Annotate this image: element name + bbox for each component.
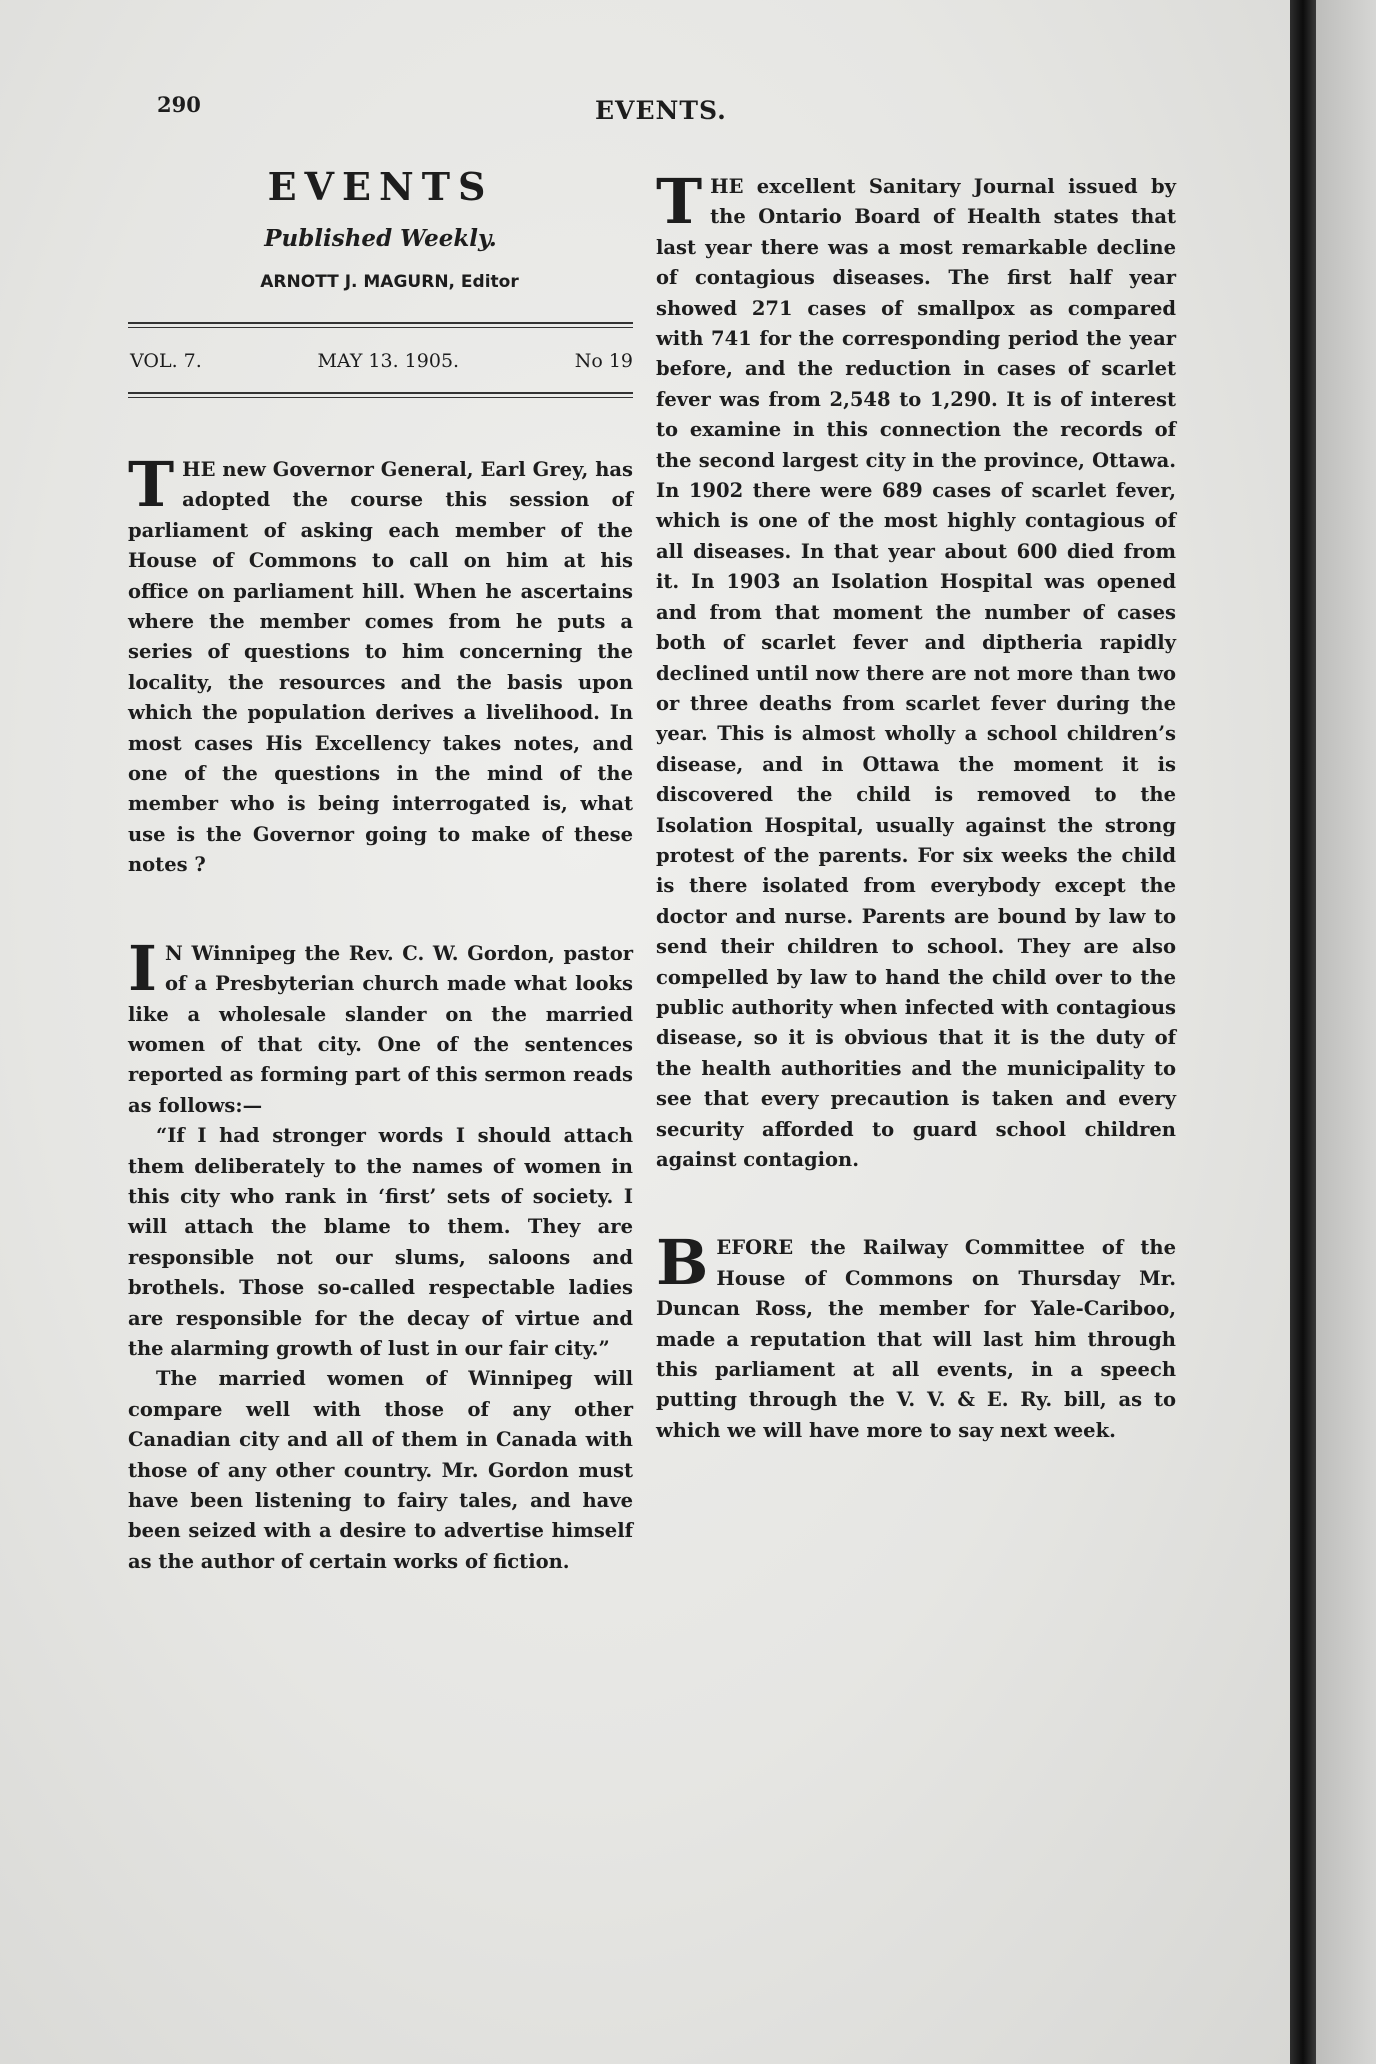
facing-page-edge xyxy=(1316,0,1376,2064)
masthead-subtitle: Published Weekly. xyxy=(264,225,497,252)
issue-number: No 19 xyxy=(574,350,633,372)
page-number: 290 xyxy=(157,92,201,117)
article-railway-committee xyxy=(656,1226,1176,1446)
right-column xyxy=(656,165,1176,1504)
article-paragraph: I N Winnipeg the Rev. C. W. Gordon, pastor of a Presbyterian church made what looks like a wholesale slander on the married women of that city. One of the sentences reported as forming part of this sermon reads as follows:— xyxy=(128,931,633,1117)
article-paragraph: THE excellent Sanitary Journal issued by the Ontario Board of Health states that last year there was a most remarkable decline of contagious diseases. The first half year showed 271 cases of smallpox as compared with 741 for the corresponding period the year before, and the reduction in cases of scarlet fever was from 2,548 to 1,290. It is of interest to examine in this connection the records of the second largest city in the province, Ottawa. In 1902 there were 689 cases of scarlet fever, which is one of the most highly contagious of all diseases. In that year about 600 died from it. In 1903 an Isolation Hospital was opened and from that moment the number of cases both of scarlet fever and diptheria rapidly declined until now there are not more than two or three deaths from scarlet fever during the year. This is almost wholly a school children’s disease, and in Ottawa the moment it is discovered the child is removed to the Isolation Hospital, usually against the strong protest of the parents. For six weeks the child is there isolated from everybody except the doctor and nurse. Parents are bound by law to send their children to school. They are also compelled by law to hand the child over to the public authority when infected with contagious disease, so it is obvious that it is the duty of the health authorities and the municipality to see that every precaution is taken and every security afforded to guard school children against contagion. xyxy=(656,165,1176,1171)
masthead xyxy=(128,160,633,398)
article-paragraph: THE new Governor General, Earl Grey, has adopted the course this session of parliament of asking each member of the House of Commons to call on him at his office on parliament hill. When he ascertains where the member comes from he puts a series of questions to him concerning the locality, the resources and the basis upon which the population derives a livelihood. In most cases His Excellency takes notes, and one of the questions in the mind of the member who is being interrogated is, what use is the Governor going to make of these notes ? xyxy=(128,448,633,877)
drop-cap: T xyxy=(656,165,703,238)
issue-line xyxy=(128,328,633,382)
masthead-editor: ARNOTT J. MAGURN, Editor xyxy=(260,272,519,292)
article-winnipeg-sermon xyxy=(128,931,633,1578)
article-paragraph: The married women of Winnipeg will compare well with those of any other Canadian city and all of them in Canada with those of any other country. Mr. Gordon must have been listening to fairy tales, and have been seized with a desire to advertise himself as the author of certain works of fiction. xyxy=(128,1367,633,1573)
article-quote: “If I had stronger words I should attach them deliberately to the names of women in this city who rank in ‘first’ sets of society. I will attach the blame to them. They are responsible not our slums, saloons and brothels. Those so-called respectable ladies are responsible for the decay of virtue and the alarming growth of lust in our fair city.” xyxy=(128,1124,633,1360)
masthead-title: EVENTS xyxy=(267,164,494,209)
issue-date: MAY 13. 1905. xyxy=(317,350,460,372)
article-sanitary-journal xyxy=(656,165,1176,1175)
article-paragraph: BEFORE the Railway Committee of the House of Commons on Thursday Mr. Duncan Ross, the member for Yale-Cariboo, made a reputation that will last him through this parliament at all events, in a speech putting through the V. V. & E. Ry. bill, as to which we will have more to say next week. xyxy=(656,1226,1176,1442)
drop-cap: T xyxy=(128,448,175,521)
running-head: EVENTS. xyxy=(595,96,727,125)
drop-cap: I xyxy=(128,931,158,1005)
drop-cap: B xyxy=(656,1226,709,1300)
left-column xyxy=(128,448,633,1635)
masthead-rule-bottom xyxy=(128,392,633,398)
article-governor-general xyxy=(128,448,633,881)
book-spine-shadow xyxy=(1290,0,1316,2064)
issue-volume: VOL. 7. xyxy=(130,350,202,372)
